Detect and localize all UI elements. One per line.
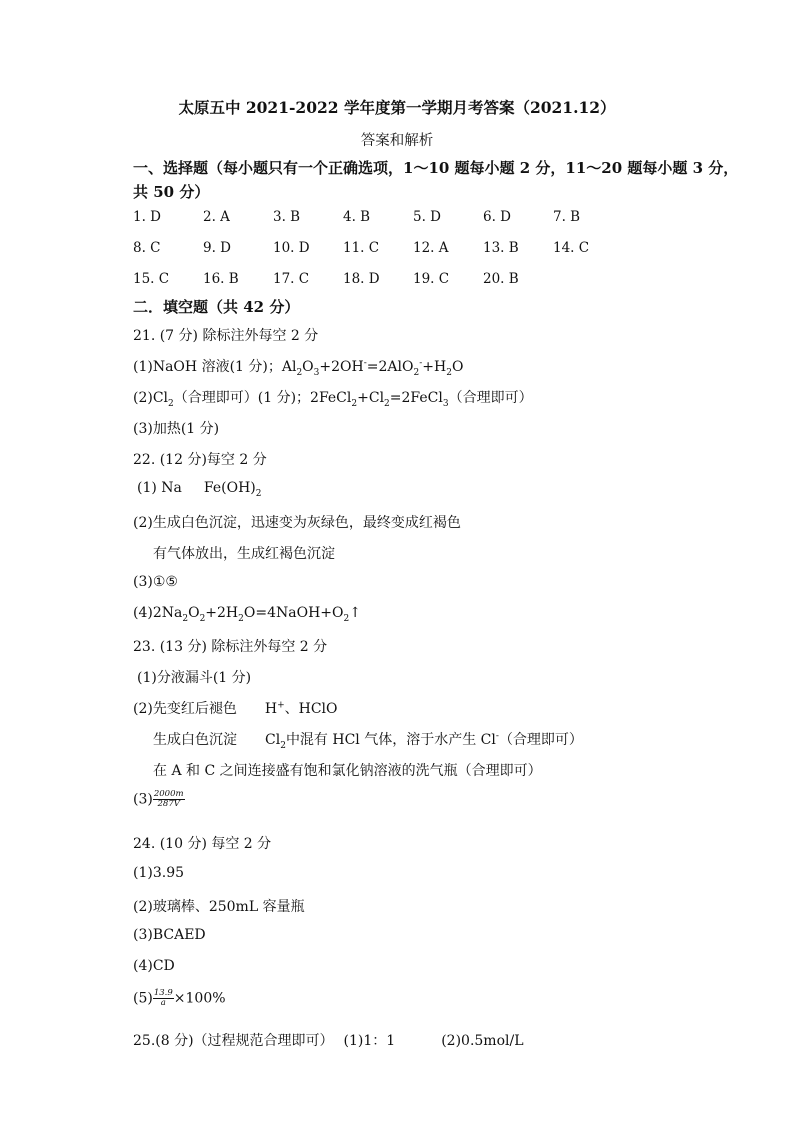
mc-answer: 15. C	[133, 271, 170, 287]
section1-heading-line1: 一、选择题（每小题只有一个正确选项，1～10 题每小题 2 分，11～20 题每小题 3 分，	[133, 159, 739, 177]
q24-header: 24. (10 分) 每空 2 分	[133, 836, 272, 852]
mc-answer: 13. B	[483, 240, 519, 256]
mc-answer: 10. D	[273, 240, 310, 256]
q23-answer-2c: 在 A 和 C 之间连接盛有饱和氯化钠溶液的洗气瓶（合理即可）	[153, 763, 542, 779]
q24-answer-5: (5) $\frac{13.9}{a}$ ×100%	[133, 988, 226, 1008]
q21-answer-1: (1)NaOH 溶液(1 分)；$Al_2O_3+2OH^-=2AlO_2^-+H_2O$	[133, 358, 464, 378]
fraction: $\frac{2000m}{287V}$	[153, 789, 184, 809]
q23-answer-3: (3) $\frac{2000m}{287V}$	[133, 789, 184, 809]
q21-header: 21. (7 分) 除标注外每空 2 分	[133, 328, 319, 344]
section1-heading-line2: 共 50 分）	[133, 183, 210, 201]
mc-answer: 4. B	[343, 209, 371, 225]
q22-answer-3: (3)①⑤	[133, 574, 178, 590]
mc-answer: 5. D	[413, 209, 441, 225]
mc-answer: 9. D	[203, 240, 231, 256]
mc-answer: 3. B	[273, 209, 301, 225]
q22-answer-2-line2: 有气体放出，生成红褐色沉淀	[153, 546, 335, 562]
mc-answer: 2. A	[203, 209, 230, 225]
q24-answer-2: (2)玻璃棒、250mL 容量瓶	[133, 899, 305, 915]
mc-answer: 19. C	[413, 271, 450, 287]
q21-answer-2: $(2)Cl_2$（合理即可）(1 分)；$2FeCl_2+Cl_2=2FeCl_3$（合理即可）	[133, 390, 533, 409]
mc-answer: 8. C	[133, 240, 161, 256]
mc-answer: 14. C	[553, 240, 590, 256]
q24-answer-1: (1)3.95	[133, 865, 185, 881]
q25-line: 25.(8 分)（过程规范合理即可） (1)1：1 (2)0.5mol/L	[133, 1033, 524, 1049]
fraction: $\frac{13.9}{a}$	[153, 988, 173, 1008]
mc-answer: 11. C	[343, 240, 380, 256]
mc-answer: 16. B	[203, 271, 239, 287]
mc-answer: 18. D	[343, 271, 380, 287]
q23-answer-1: (1)分液漏斗(1 分)	[137, 670, 252, 686]
q22-answer-2-line1: (2)生成白色沉淀，迅速变为灰绿色，最终变成红褐色	[133, 515, 461, 531]
q24-answer-3: (3)BCAED	[133, 927, 206, 943]
q23-answer-2a: (2)先变红后褪色 H+、HClO	[133, 700, 338, 717]
mc-answer: 17. C	[273, 271, 310, 287]
mc-answer: 12. A	[413, 240, 449, 256]
q24-answer-4: (4)CD	[133, 958, 175, 974]
page-subtitle: 答案和解析	[360, 133, 434, 149]
section2-heading: 二．填空题（共 42 分）	[133, 298, 300, 316]
mc-answer: 6. D	[483, 209, 511, 225]
mc-answer: 1. D	[133, 209, 161, 225]
page-title: 太原五中 2021-2022 学年度第一学期月考答案（2021.12）	[178, 98, 616, 117]
q22-answer-4: $(4)2Na_2O_2+2H_2O=4NaOH+O_2↑$	[133, 605, 361, 624]
mc-answer: 20. B	[483, 271, 519, 287]
q22-answer-1: (1) Na $Fe(OH)_2$	[137, 480, 262, 499]
q22-header: 22. (12 分)每空 2 分	[133, 452, 267, 468]
q21-answer-3: (3)加热(1 分)	[133, 421, 220, 437]
mc-answer: 7. B	[553, 209, 581, 225]
q23-answer-2b: 生成白色沉淀 $Cl_2$中混有 HCl 气体，溶于水产生 Cl-（合理即可）	[153, 731, 583, 751]
q23-header: 23. (13 分) 除标注外每空 2 分	[133, 639, 328, 655]
